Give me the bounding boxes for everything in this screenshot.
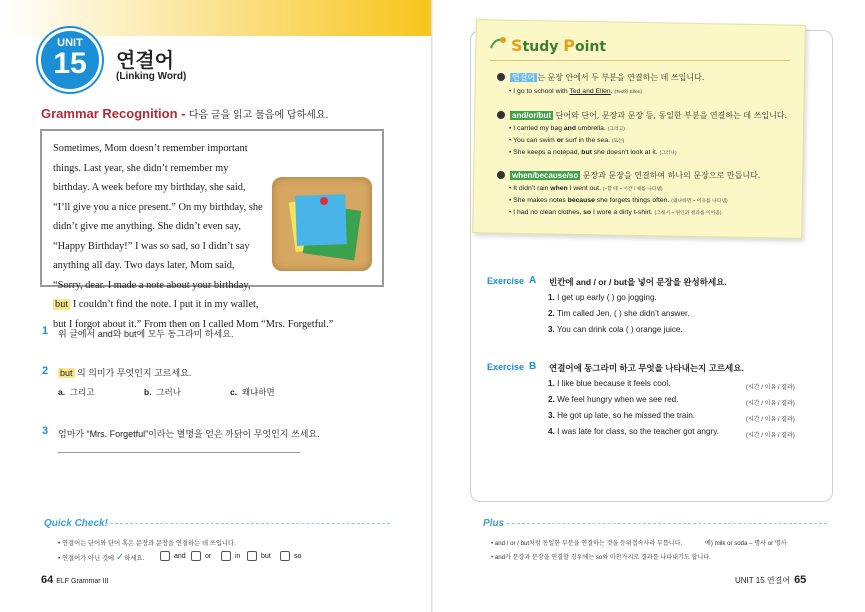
rule-2-example-3 [509,149,677,156]
right-page-number: 65 [794,574,807,586]
grammar-recognition-heading [41,106,328,121]
unit-number: 15 [53,47,87,80]
ex-post: . [610,88,613,95]
bullet-icon [497,73,505,81]
item-num: 3. [548,325,555,334]
item-text: I like blue because it feels cool. [557,379,671,388]
exercise-b-item-4[interactable] [548,427,719,436]
option-or[interactable] [191,550,211,562]
plus-divider [507,523,827,524]
reading-passage [53,139,373,334]
ex-note: (또는) [611,139,625,144]
exercise-b-item-3[interactable] [548,411,695,420]
question-3-number: 3 [42,425,49,437]
item-num: 2. [548,309,555,318]
exercise-b-instruction: 연결어에 동그라미 하고 무엇을 나타내는지 고르세요. [549,363,744,373]
ex-bold: because [567,197,595,204]
choice-a-label: a. [58,387,66,397]
image-float-spacer [263,189,373,299]
exercise-b-item-2[interactable] [548,395,679,404]
unit-word: UNIT [57,37,83,49]
exercise-b-letter: B [529,361,537,372]
unit-title: 연결어 [116,48,174,72]
checkbox-in[interactable] [221,551,231,561]
quick-check-line-2b: 하세요. [124,555,145,562]
ex-bold: but [581,149,592,156]
rule-1-example-1 [509,88,642,95]
bullet-icon [497,171,505,179]
rule-1-tag: 연결어 [512,73,536,82]
bullet-icon [497,111,505,119]
item-num: 2. [548,395,555,404]
option-but[interactable] [247,550,271,562]
grammar-recognition-instruction: 다음 글을 읽고 물음에 답하세요. [188,110,329,121]
rule-3-example-2 [509,197,728,204]
ex-note: (그러나) [659,151,677,156]
ex-pre: • You can swim [509,137,557,144]
ex-post: surf in the sea. [563,137,611,144]
item-text: I get up early ( ) go jogging. [557,293,657,302]
ex-note: (그리고) [607,127,625,132]
unit-badge [38,28,102,92]
plus-line-2: • and가 문장과 문장을 연결할 경우에는 so와 마찬가지로 결과를 나타내기도 합니다. [491,554,711,561]
rule-2-text: 단어와 단어, 문장과 문장 등, 동일한 부분을 연결하는 데 쓰입니다. [553,111,788,120]
exercise-a-item-2[interactable] [548,309,690,318]
option-or-label: or [205,552,212,560]
item-text: Tim called Jen, ( ) she didn’t answer. [556,309,690,318]
exercise-b-options-1[interactable]: (시간 / 이유 / 결과) [746,385,795,391]
question-2-highlight: but [60,368,73,378]
quick-check-line-2 [58,552,144,563]
option-and-label: and [174,552,186,560]
choice-b-label: b. [144,387,152,397]
study-point-title-p: P [563,36,575,55]
answer-line[interactable] [58,452,300,453]
item-num: 1. [548,379,555,388]
rule-3 [497,170,760,181]
right-page [433,0,865,612]
exercise-a-instruction: 빈칸에 and / or / but을 넣어 문장을 완성하세요. [549,277,727,287]
ex-note: (왜냐하면 ~ 이유를 나타냄) [671,199,728,204]
study-point-underline [490,60,790,61]
study-point-title-oint: oint [574,39,607,55]
option-so[interactable] [280,550,301,562]
study-point-title-s: S [511,36,523,55]
ex-pre: • It didn’t rain [509,185,551,192]
ex-pre: • I had no clean clothes, [509,209,584,216]
plus-line-1-example: 예) milk or soda – 명사 or 명사 [705,540,787,547]
ex-pre: • She makes notes [509,197,568,204]
ex-pre: • I carried my bag [509,125,564,132]
ex-post: umbrella. [575,125,606,132]
ex-post: she doesn’t look at it. [591,149,658,156]
exercise-b-options-3[interactable]: (시간 / 이유 / 결과) [746,417,795,423]
option-in-label: in [235,552,241,560]
unit-footer-label: UNIT 15 연결어 [735,576,791,585]
ex-note: (~할 때 ~ 시간 / 때를 나타냄) [602,187,663,192]
plus-title: Plus [483,518,505,529]
question-2-text [58,366,191,379]
exercise-b-label: Exercise [487,362,525,372]
checkbox-and[interactable] [160,551,170,561]
left-footer [41,574,108,586]
right-footer [735,574,806,586]
option-in[interactable] [221,550,240,562]
rule-3-example-1 [509,185,663,192]
plus-line-1: • and / or / but처럼 동일한 부분을 연결하는 것을 등위접속사라 부릅니다. [491,540,683,547]
ex-bold: when [550,185,568,192]
exercise-a-item-1[interactable] [548,293,657,302]
ex-bold: so [583,209,592,216]
choice-c-text: 왜냐하면 [241,387,275,397]
ex-underline: Ted and Ellen [569,88,611,95]
study-point-title [511,36,606,55]
quick-check-line-2a: • 연결어가 아닌 것에 [58,555,115,562]
question-1-number: 1 [42,325,49,337]
ex-post: she forgets things often. [594,197,670,204]
passage-highlight-but: but [55,299,69,310]
quick-check-line-1: • 연결어는 단어와 단어 혹은 문장과 문장을 연결하는 데 쓰입니다. [58,540,236,547]
rule-1 [497,72,704,83]
checkbox-or[interactable] [191,551,201,561]
rule-3-text: 문장과 문장을 연결하여 하나의 문장으로 만듭니다. [580,171,761,180]
ex-post: I wore a dirty t-shirt. [591,209,653,216]
checkbox-so[interactable] [280,551,290,561]
exercise-a-item-3[interactable] [548,325,683,334]
ex-note: (그래서 ~ 원인과 결과를 이어줌) [654,211,722,216]
question-3-text: 엄마가 “Mrs. Forgetful”이라는 별명을 얻은 까닭이 무엇인지 쓰세요. [58,429,320,439]
ex-bold: or [556,137,564,144]
passage-text-part1: Sometimes, Mom doesn’t remember important things. Last year, she didn’t remember my birthday. A week before my birthday, she said, “I’ll give you a nice present.” On my birthday, she didn’t give me anything. She didn’t even say, “Happy Birthday!” I was so sad, so I didn’t say anything all day. Two days later, Mom said, “Sorry, dear. I made a note about your birthday, [53,143,263,291]
option-so-label: so [294,552,302,560]
choice-a[interactable] [58,386,94,398]
unit-subtitle: (Linking Word) [116,71,187,82]
exercise-b-item-1[interactable] [548,379,670,388]
study-point-icon [489,34,507,52]
question-2-body: 의 의미가 무엇인지 고르세요. [77,368,192,378]
choice-c-label: c. [230,387,238,397]
book-title: ELF Grammar III [56,578,109,585]
ex-pre: • I go to school with [509,88,570,95]
rule-1-text: 는 문장 안에서 두 부분을 연결하는 데 쓰입니다. [537,73,705,82]
check-mark-icon: ✓ [115,552,125,563]
choice-a-text: 그리고 [69,387,95,397]
rule-3-example-3 [509,209,722,216]
item-text: We feel hungry when we see red. [557,395,679,404]
checkbox-but[interactable] [247,551,257,561]
ex-note: (Ted와 Ellen) [614,90,642,95]
item-text: I was late for class, so the teacher got angry. [557,427,719,436]
exercise-b-options-4[interactable]: (시간 / 이유 / 결과) [746,433,795,439]
quick-check-title: Quick Check! [44,518,108,529]
item-num: 4. [548,427,555,436]
choice-c[interactable] [230,386,275,398]
item-num: 1. [548,293,555,302]
rule-2-example-1 [509,125,625,132]
rule-3-tag: when/because/so [512,171,579,180]
ex-bold: and [563,125,576,132]
item-text: He got up late, so he missed the train. [557,411,696,420]
choice-b[interactable] [144,386,181,398]
quick-check-divider [105,523,390,524]
option-but-label: but [261,552,271,560]
question-1-text: 위 글에서 and와 but에 모두 동그라미 하세요. [58,329,234,339]
left-page-number: 64 [41,574,54,586]
exercise-b-options-2[interactable]: (시간 / 이유 / 결과) [746,401,795,407]
option-and[interactable] [160,550,186,562]
rule-2-tag: and/or/but [512,111,552,120]
grammar-recognition-title: Grammar Recognition - [41,106,186,121]
left-page [0,0,432,612]
rule-2-example-2 [509,137,624,144]
item-num: 3. [548,411,555,420]
item-text: You can drink cola ( ) orange juice. [556,325,683,334]
choice-b-text: 그러나 [156,387,181,397]
question-2-number: 2 [42,365,49,377]
ex-post: I went out. [567,185,601,192]
exercise-a-letter: A [529,275,537,286]
study-point-title-tudy: tudy [522,39,564,55]
ex-pre: • She keeps a notepad, [509,149,582,156]
passage-text-part2: I couldn’t find the note. I put it in my wallet, but I forgot about it.” From then on I called Mom “Mrs. Forgetful.” [53,299,334,330]
exercise-a-label: Exercise [487,276,525,286]
reading-passage-box [40,129,384,330]
rule-2 [497,110,787,121]
